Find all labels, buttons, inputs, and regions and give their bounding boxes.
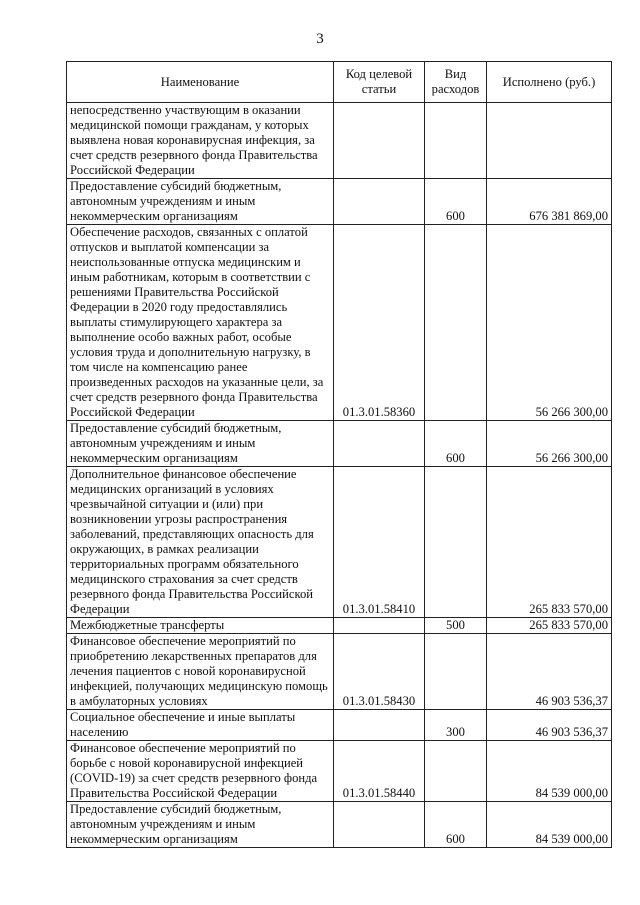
table-header-row [67, 62, 612, 103]
page-number: 3 [316, 31, 324, 47]
header-code: Код целевой статьи [334, 62, 425, 103]
table-row [67, 741, 612, 802]
table-row [67, 179, 612, 225]
row-name: Предоставление субсидий бюджетным, автономным учреждениям и иным некоммерческим организациям [67, 421, 334, 467]
row-sum: 56 266 300,00 [487, 421, 612, 467]
header-type: Вид расходов [425, 62, 487, 103]
row-name: непосредственно участвующим в оказании медицинской помощи гражданам, у которых выявлена новая коронавирусная инфекция, за счет средств резервного фонда Правительства Российской Федерации [67, 103, 334, 179]
row-type: 600 [425, 421, 487, 467]
row-type: 600 [425, 802, 487, 848]
row-code [334, 710, 425, 741]
row-code: 01.3.01.58440 [334, 741, 425, 802]
row-code [334, 618, 425, 634]
expenditure-table [66, 61, 612, 848]
table-row [67, 618, 612, 634]
header-name: Наименование [67, 62, 334, 103]
row-code [334, 802, 425, 848]
row-name: Финансовое обеспечение мероприятий по приобретению лекарственных препаратов для лечения пациентов с новой коронавирусной инфекцией, получающих медицинскую помощь в амбулаторных условиях [67, 634, 334, 710]
row-sum: 56 266 300,00 [487, 225, 612, 421]
row-type [425, 103, 487, 179]
row-name: Финансовое обеспечение мероприятий по борьбе с новой коронавирусной инфекцией (COVID-19) за счет средств резервного фонда Правительства Российской Федерации [67, 741, 334, 802]
row-name: Дополнительное финансовое обеспечение медицинских организаций в условиях чрезвычайной ситуации и (или) при возникновении угрозы распространения заболеваний, представляющих опасность для окружающих, в рамках реализации территориальных программ обязательного медицинского страхования за счет средств резервного фонда Правительства Российской Федерации [67, 467, 334, 618]
table-row [67, 421, 612, 467]
row-type [425, 467, 487, 618]
row-type [425, 634, 487, 710]
row-sum [487, 103, 612, 179]
row-code: 01.3.01.58360 [334, 225, 425, 421]
row-name: Предоставление субсидий бюджетным, автономным учреждениям и иным некоммерческим организациям [67, 179, 334, 225]
row-type [425, 225, 487, 421]
row-sum: 265 833 570,00 [487, 467, 612, 618]
table-row [67, 802, 612, 848]
row-type: 600 [425, 179, 487, 225]
header-sum: Исполнено (руб.) [487, 62, 612, 103]
row-sum: 46 903 536,37 [487, 710, 612, 741]
row-name: Межбюджетные трансферты [67, 618, 334, 634]
row-name: Обеспечение расходов, связанных с оплатой отпусков и выплатой компенсации за неиспользованные отпуска медицинским и иным работникам, которым в соответствии с решениями Правительства Российской Федерации в 2020 году предоставлялись выплаты стимулирующего характера за выполнение особо важных работ, особые условия труда и дополнительную нагрузку, в том числе на компенсацию ранее произведенных расходов на указанные цели, за счет средств резервного фонда Правительства Российской Федерации [67, 225, 334, 421]
row-name: Предоставление субсидий бюджетным, автономным учреждениям и иным некоммерческим организациям [67, 802, 334, 848]
row-code: 01.3.01.58430 [334, 634, 425, 710]
row-name: Социальное обеспечение и иные выплаты населению [67, 710, 334, 741]
table-row [67, 467, 612, 618]
row-code [334, 421, 425, 467]
table-row [67, 634, 612, 710]
table-row [67, 710, 612, 741]
row-sum: 46 903 536,37 [487, 634, 612, 710]
table-row [67, 103, 612, 179]
row-code [334, 103, 425, 179]
row-sum: 84 539 000,00 [487, 802, 612, 848]
table-row [67, 225, 612, 421]
row-sum: 84 539 000,00 [487, 741, 612, 802]
row-sum: 265 833 570,00 [487, 618, 612, 634]
row-code: 01.3.01.58410 [334, 467, 425, 618]
row-sum: 676 381 869,00 [487, 179, 612, 225]
row-type: 500 [425, 618, 487, 634]
row-type: 300 [425, 710, 487, 741]
row-type [425, 741, 487, 802]
row-code [334, 179, 425, 225]
